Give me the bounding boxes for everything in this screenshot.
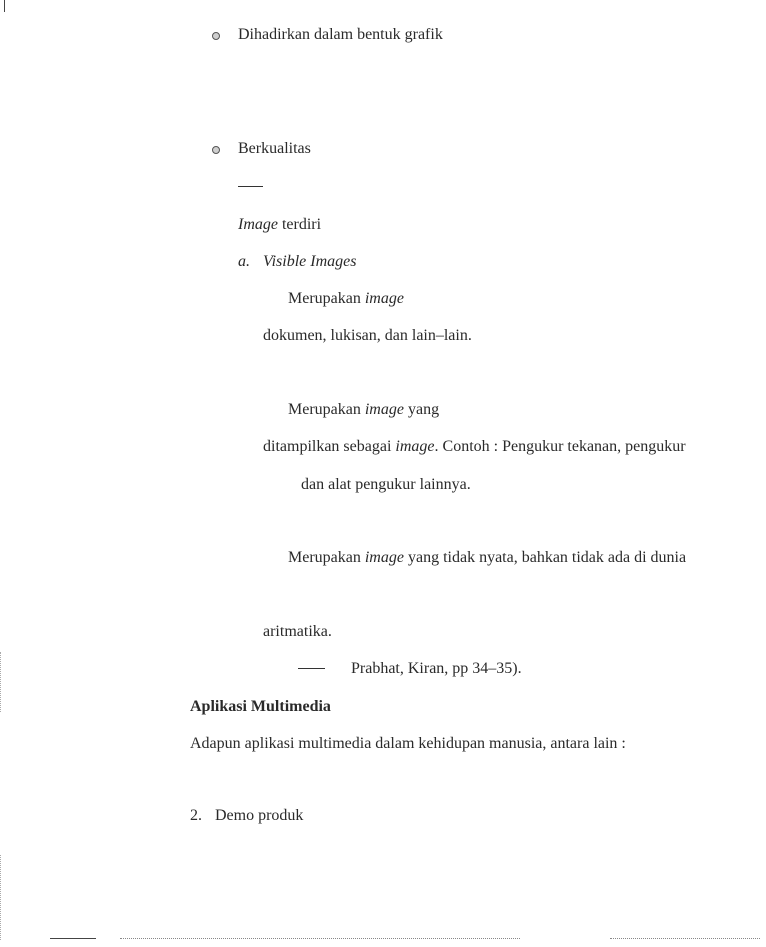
section-a-title: [263, 252, 356, 272]
italic-term: image: [395, 438, 435, 455]
line-text: Merupakan: [288, 401, 365, 418]
image-intro-line: [238, 215, 321, 235]
section-a-label: [238, 252, 250, 272]
scan-edge-noise: [0, 855, 15, 940]
bullet-item-text: Berkualitas: [238, 140, 311, 157]
citation: Prabhat, Kiran, pp 34–35).: [351, 660, 522, 677]
list-item-text: Demo produk: [215, 807, 304, 824]
section-heading: Aplikasi Multimedia: [190, 698, 331, 715]
list-item-number: 2.: [190, 807, 202, 824]
italic-term: Image: [238, 216, 278, 233]
line-text: ditampilkan sebagai: [263, 438, 396, 455]
italic-term: image: [364, 549, 404, 566]
italic-term: image: [364, 290, 404, 307]
line-text: yang: [403, 401, 440, 418]
intro-rest: terdiri: [277, 216, 322, 233]
paragraph-line: [288, 289, 404, 309]
bullet-icon: [212, 146, 220, 154]
footer-scan-noise: [120, 938, 520, 940]
intro-paragraph: Adapun aplikasi multimedia dalam kehidupan manusia, antara lain :: [190, 735, 626, 752]
line-text: Merupakan: [288, 549, 365, 566]
blank-dash: [238, 186, 263, 187]
scan-edge-noise: [0, 652, 15, 712]
italic-term: image: [364, 401, 404, 418]
paragraph-line: dokumen, lukisan, dan lain–lain.: [263, 327, 472, 344]
line-text: Merupakan: [288, 290, 365, 307]
footer-rule: [50, 938, 96, 939]
bullet-icon: [212, 32, 220, 40]
section-title: Visible Images: [263, 253, 357, 270]
blank-dash: [298, 668, 325, 669]
paragraph-line: aritmatika.: [263, 623, 332, 640]
paragraph-line: [288, 548, 686, 568]
paragraph-line: [288, 400, 439, 420]
paragraph-line: dan alat pengukur lainnya.: [301, 476, 471, 493]
footer-scan-noise: [610, 938, 760, 940]
paragraph-line: [263, 437, 686, 457]
section-letter: a.: [238, 253, 250, 270]
page-edge-mark: [4, 0, 5, 12]
line-text: yang tidak nyata, bahkan tidak ada di dunia: [403, 549, 687, 566]
bullet-item-text: Dihadirkan dalam bentuk grafik: [238, 26, 443, 43]
line-text: . Contoh : Pengukur tekanan, pengukur: [434, 438, 686, 455]
